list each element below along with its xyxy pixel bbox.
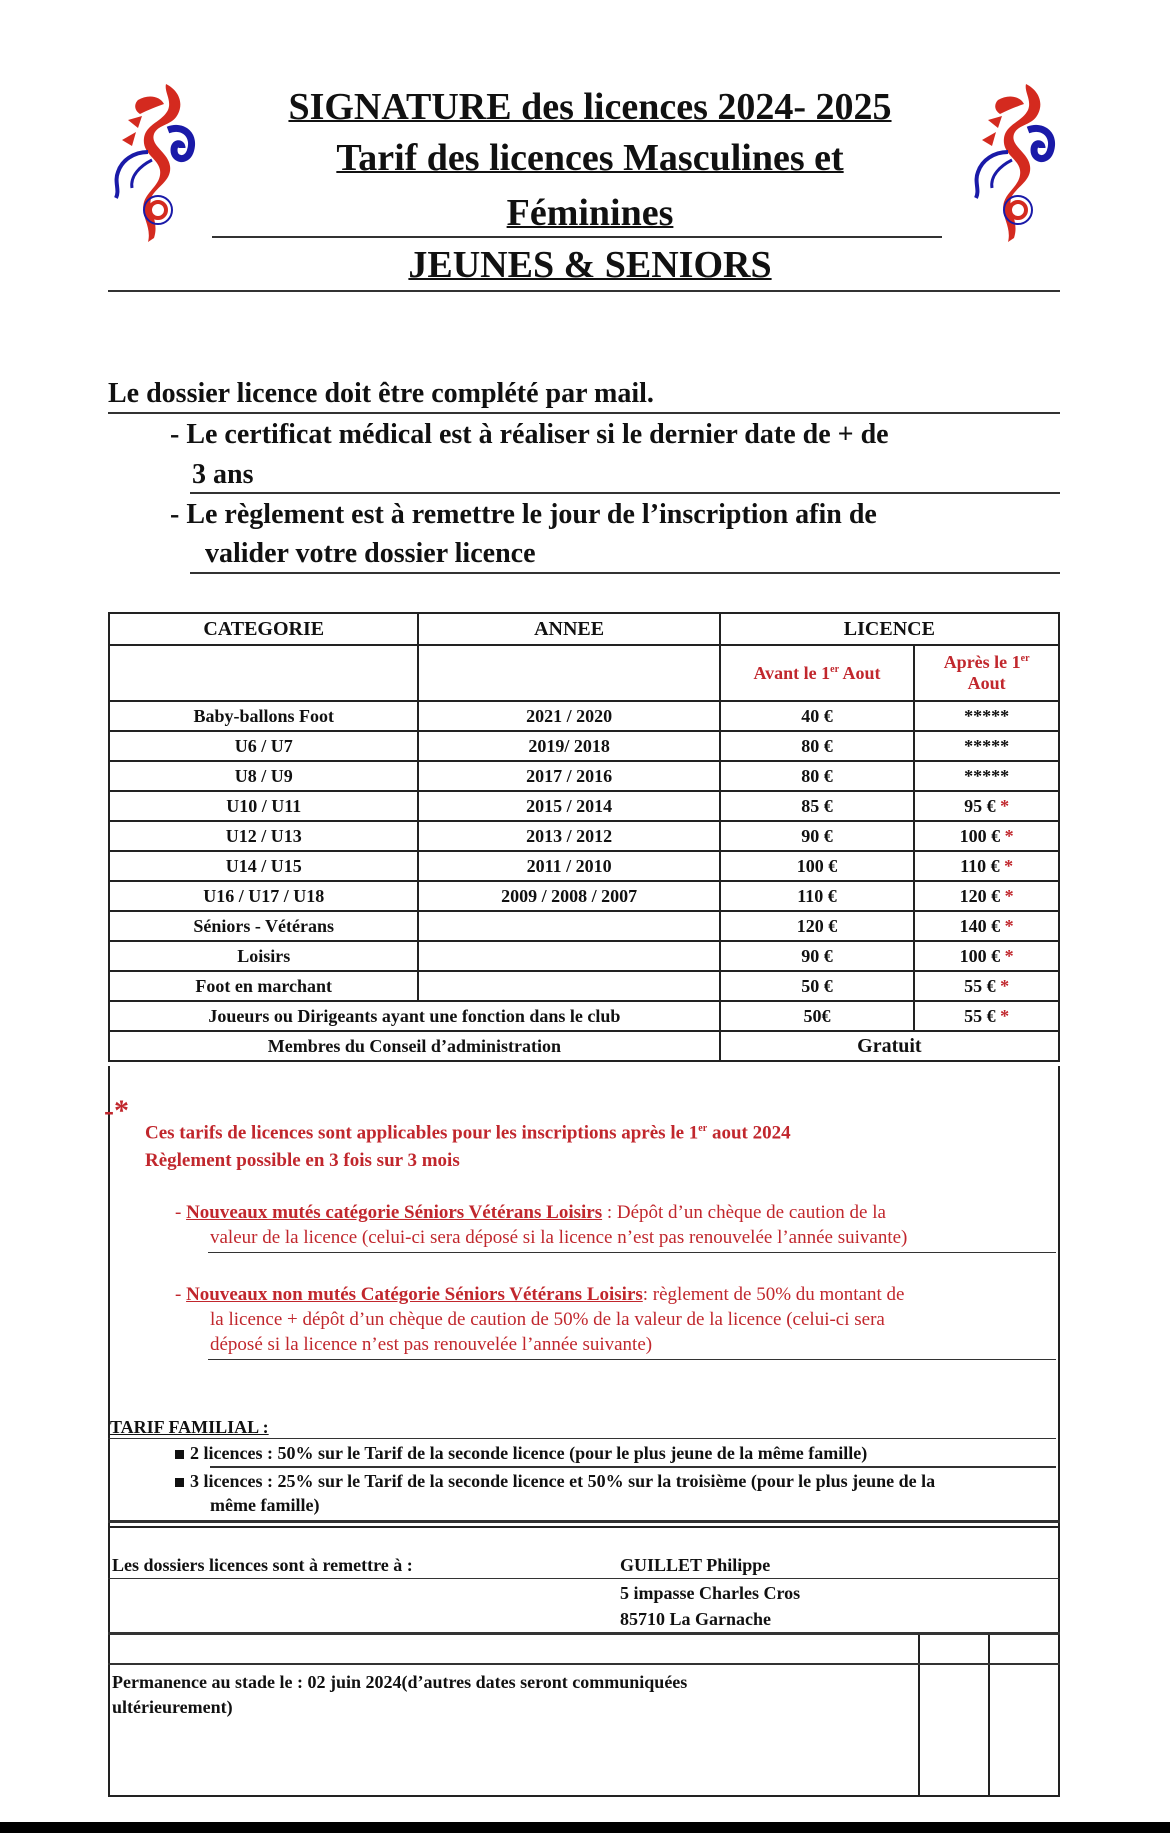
permanence-line1: Permanence au stade le : 02 juin 2024(d’autres dates seront communiquées: [112, 1672, 688, 1692]
table-row: U6 / U7 2019/ 2018 80 € *****: [109, 731, 1059, 761]
familial-title: TARIF FAMILIAL :: [110, 1417, 269, 1437]
permanence-col-1: [918, 1635, 920, 1797]
table-row-conseil: Membres du Conseil d’administration Gratuit: [109, 1031, 1059, 1061]
table-row: U14 / U15 2011 / 2010 100 € 110 € *: [109, 851, 1059, 881]
table-row: U16 / U17 / U18 2009 / 2008 / 2007 110 € 120 € *: [109, 881, 1059, 911]
tarif-table: [108, 612, 1060, 1062]
header-annee: ANNEE: [418, 613, 719, 645]
intro-bullet-2-line1: - Le règlement est à remettre le jour de l’inscription afin de: [170, 499, 877, 530]
table-row-dirigeants: Joueurs ou Dirigeants ayant une fonction dans le club 50€ 55 € *: [109, 1001, 1059, 1031]
intro-divider-2: [190, 492, 1060, 494]
title-line-3: Féminines: [506, 192, 674, 234]
mutes-line1: - Nouveaux mutés catégorie Séniors Vétérans Loisirs : Dépôt d’un chèque de caution de la: [175, 1202, 886, 1223]
non-mutes-divider: [208, 1359, 1056, 1360]
familial-item-1: 2 licences : 50% sur le Tarif de la seconde licence (pour le plus jeune de la même famille): [175, 1441, 867, 1465]
notes-line2: Règlement possible en 3 fois sur 3 mois: [145, 1150, 460, 1171]
familial-item-2: 3 licences : 25% sur le Tarif de la seconde licence et 50% sur la troisième (pour le plus jeune de la: [175, 1469, 935, 1493]
intro-heading: Le dossier licence doit être complété par mail.: [108, 378, 654, 409]
header-divider: [108, 290, 1060, 292]
table-row: U12 / U13 2013 / 2012 90 € 100 € *: [109, 821, 1059, 851]
title-line-2: Tarif des licences Masculines et: [336, 137, 844, 179]
table-row: Foot en marchant 50 € 55 € *: [109, 971, 1059, 1001]
empty-cell: [109, 645, 418, 701]
notes-line1: Ces tarifs de licences sont applicables pour les inscriptions après le 1er aout 2024: [145, 1122, 791, 1144]
table-row: U10 / U11 2015 / 2014 85 € 95 € *: [109, 791, 1059, 821]
title-line-4: JEUNES & SENIORS: [408, 244, 772, 286]
table-header-row: [109, 613, 1059, 645]
square-bullet-icon: [175, 1478, 184, 1487]
familial-item-2-line2: même famille): [210, 1495, 320, 1515]
header-licence: LICENCE: [720, 613, 1059, 645]
familial-divider-1: [210, 1466, 1056, 1468]
intro-divider-1: [108, 412, 1060, 414]
mutes-line2: valeur de la licence (celui-ci sera déposé si la licence n’est pas renouvelée l’année suivante): [210, 1227, 908, 1248]
dragon-logo-right: [968, 80, 1060, 245]
intro-bullet-1-line2: 3 ans: [192, 459, 254, 490]
non-mutes-line3: déposé si la licence n’est pas renouvelée l’année suivante): [210, 1334, 653, 1355]
title-divider: [212, 236, 942, 238]
bottom-bar: [0, 1822, 1170, 1833]
permanence-line2: ultérieurement): [112, 1697, 233, 1717]
subheader-apres: Après le 1er Aout: [914, 645, 1059, 701]
square-bullet-icon: [175, 1450, 184, 1459]
table-row: U8 / U9 2017 / 2016 80 € *****: [109, 761, 1059, 791]
mutes-divider: [208, 1252, 1056, 1253]
contact-address-2: 85710 La Garnache: [620, 1609, 771, 1629]
permanence-col-2: [988, 1635, 990, 1797]
contact-name: GUILLET Philippe: [620, 1555, 771, 1575]
familial-divider-0: [108, 1438, 1056, 1439]
dragon-logo-left: [108, 80, 200, 245]
non-mutes-line1: - Nouveaux non mutés Catégorie Séniors Vétérans Loisirs: règlement de 50% du montant de: [175, 1284, 905, 1305]
permanence-divider: [108, 1663, 1060, 1665]
table-subheader-row: [109, 645, 1059, 701]
table-row: Loisirs 90 € 100 € *: [109, 941, 1059, 971]
intro-bullet-2-line2: valider votre dossier licence: [205, 538, 536, 569]
empty-cell: [418, 645, 719, 701]
contact-divider: [108, 1578, 1060, 1579]
notes-star: -*: [104, 1094, 129, 1127]
contact-label: Les dossiers licences sont à remettre à :: [112, 1555, 413, 1575]
intro-bullet-1-line1: - Le certificat médical est à réaliser si le dernier date de + de: [170, 419, 889, 450]
subheader-avant: Avant le 1er Aout: [720, 645, 915, 701]
non-mutes-line2: la licence + dépôt d’un chèque de caution de 50% de la valeur de la licence (celui-ci sera: [210, 1309, 885, 1330]
table-row: Séniors - Vétérans 120 € 140 € *: [109, 911, 1059, 941]
title-line-1: SIGNATURE des licences 2024- 2025: [288, 86, 892, 128]
intro-divider-3: [190, 572, 1060, 574]
header-categorie: CATEGORIE: [109, 613, 418, 645]
table-row: Baby-ballons Foot 2021 / 2020 40 € *****: [109, 701, 1059, 731]
contact-address-1: 5 impasse Charles Cros: [620, 1583, 801, 1603]
